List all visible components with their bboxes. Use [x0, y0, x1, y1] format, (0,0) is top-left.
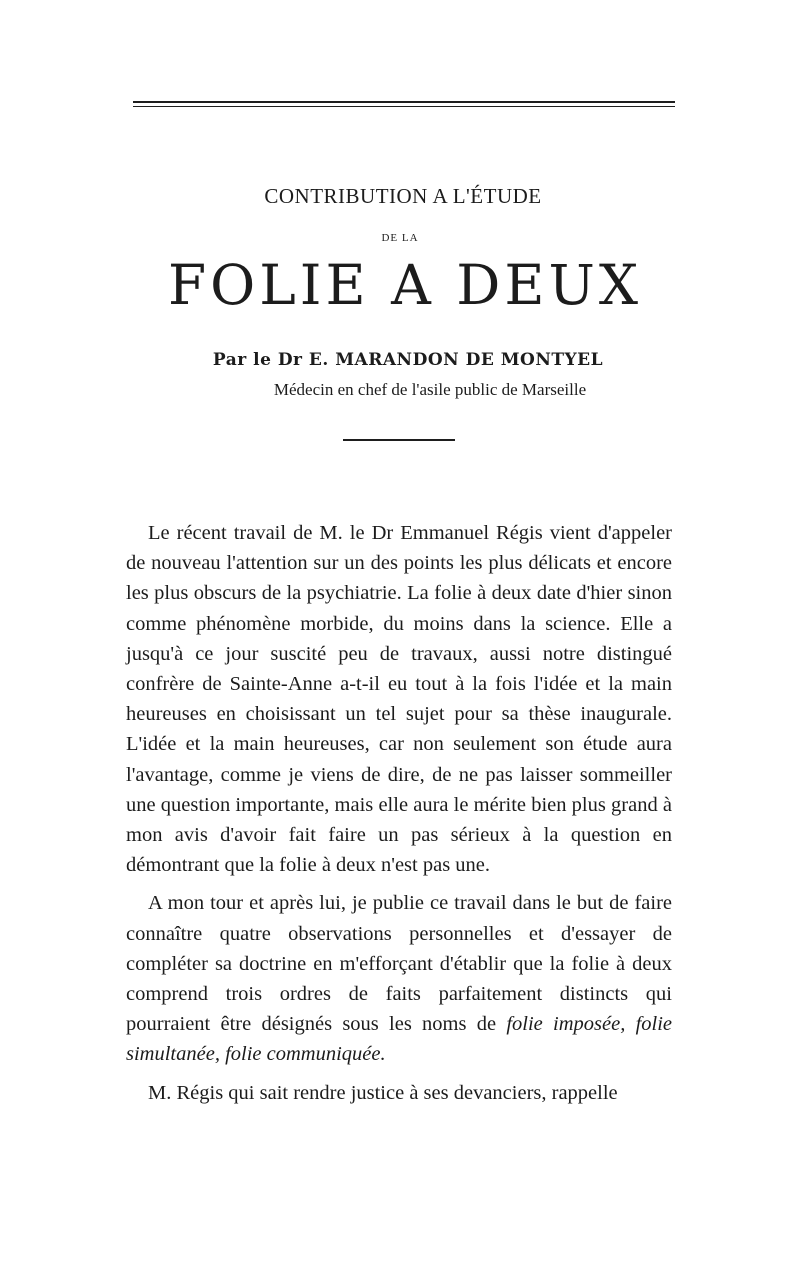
title-connector: DE LA: [381, 232, 419, 244]
section-divider: [343, 439, 455, 441]
header-rule-top: [133, 101, 675, 103]
header-rule-bottom: [133, 106, 675, 107]
paragraph-2-italic: folie imposée, folie simultanée, folie communiquée.: [126, 1013, 673, 1066]
supertitle: CONTRIBUTION A L'ÉTUDE: [264, 184, 542, 208]
paragraph-1: Le récent travail de M. le Dr Emmanuel Régis vient d'appeler de nouveau l'attention sur un des points les plus délicats et encore les plus obscurs de la psychiatrie. La folie à deux date d'hier sinon comme phénomène morbide, du moins dans la science. Elle a jusqu'à ce jour suscité peu de travaux, aussi notre distingué confrère de Sainte-Anne a-t-il eu tout à la fois l'idée et la main heureuses en choisissant un tel sujet pour sa thèse inaugurale. L'idée et la main heureuses, car non seulement son étude aura l'avantage, comme je viens de dire, de ne pas laisser sommeiller une question importante, mais elle aura le mérite bien plus grand à mon avis d'avoir fait faire un pas sérieux à la question en démontrant que la folie à deux n'est pas une.: [126, 522, 672, 877]
author-affiliation: Médecin en chef de l'asile public de Marseille: [273, 380, 587, 399]
paragraph-2-text: A mon tour et après lui, je publie ce travail dans le but de faire connaître quatre observations personnelles et d'essayer de compléter sa doctrine en m'efforçant d'établir que la folie à deux comprend trois ordres de faits parfaitement distincts qui pourraient être désignés sous les noms de: [126, 892, 672, 1036]
paragraph-3: M. Régis qui sait rendre justice à ses devanciers, rappelle: [148, 1081, 618, 1104]
page-title: FOLIE A DEUX: [167, 253, 643, 317]
article-body: [126, 518, 672, 1108]
author-line: Par le Dr E. MARANDON DE MONTYEL: [212, 350, 604, 370]
paragraph-2: [126, 888, 672, 1069]
